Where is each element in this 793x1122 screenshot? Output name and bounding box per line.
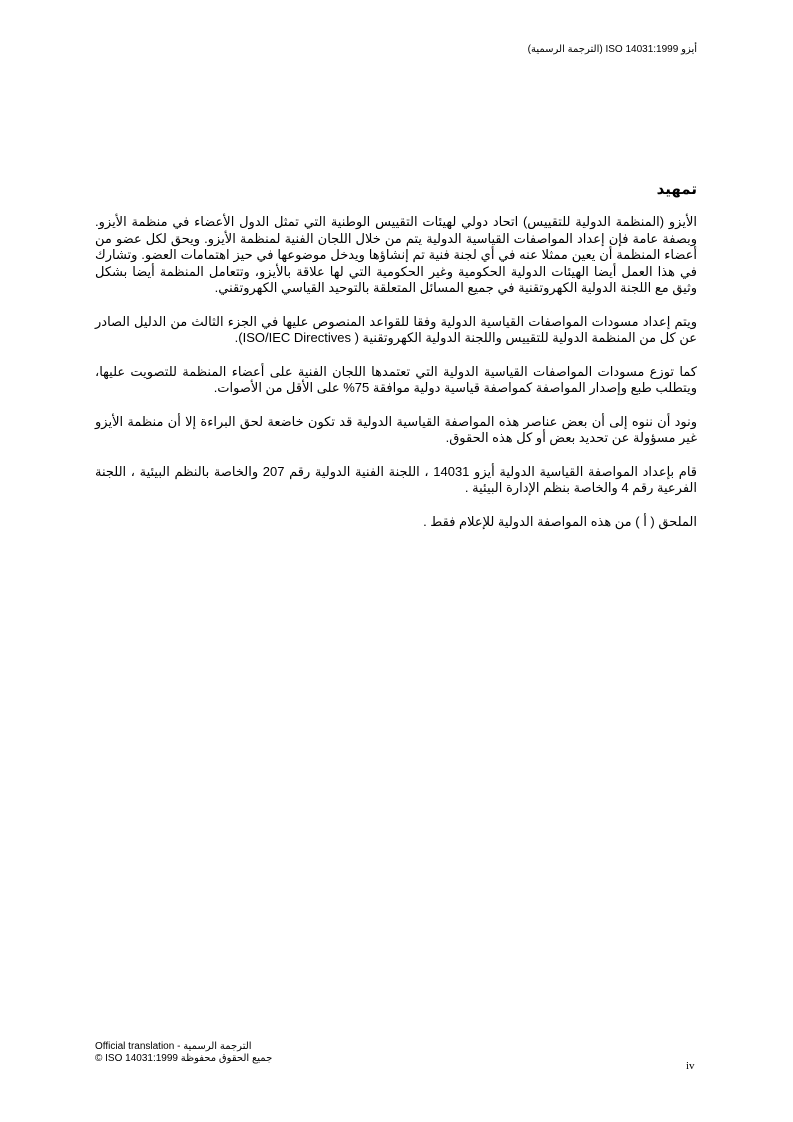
paragraph-patent: ونود أن ننوه إلى أن بعض عناصر هذه المواصفة القياسية الدولية قد تكون خاضعة لحق البراءة إلا أن منظمة الأيزو غير مسؤولة عن تحديد بعض أو كل هذه الحقوق. bbox=[95, 413, 697, 445]
footer-copyright-line: © ISO 14031:1999 جميع الحقوق محفوظة bbox=[95, 1053, 273, 1064]
paragraph-annex: الملحق ( أ ) من هذه المواصفة الدولية للإعلام فقط . bbox=[423, 513, 697, 529]
page-title: تمهيد bbox=[656, 181, 697, 198]
body-text bbox=[95, 214, 697, 547]
running-header: أيزو ISO 14031:1999 (الترجمة الرسمية) bbox=[527, 44, 697, 55]
paragraph-directives: ويتم إعداد مسودات المواصفات القياسية الدولية وفقا للقواعد المنصوص عليها في الجزء الثالث من الدليل الصادر عن كل من المنظمة الدولية للتقييس واللجنة الدولية الكهروتقنية ( ISO/IEC Directives). bbox=[95, 313, 697, 345]
footer-copyright bbox=[95, 1041, 272, 1065]
footer-translation-note: Official translation - الترجمة الرسمية bbox=[95, 1041, 252, 1052]
paragraph-intro: الأيزو (المنظمة الدولية للتقييس) اتحاد دولي لهيئات التقييس الوطنية التي تمثل الدول الأعضاء في منظمة الأيزو. وبصفة عامة فإن إعداد المواصفات القياسية الدولية يتم من خلال اللجان الفنية لمنظمة الأيزو. ويحق لكل عضو من أعضاء المنظمة أن يعين ممثلا عنه في أي لجنة فنية تم إنشاؤها ويدخل موضوعها في حيز اهتمامات العضو. وتشارك في هذا العمل أيضا الهيئات الدولية الحكومية وغير الحكومية التي لها علاقة بالأيزو، وتتعامل المنظمة أيضا بشكل وثيق مع اللجنة الدولية الكهروتقنية في جميع المسائل المتعلقة بالتوحيد القياسي الكهروتقني. bbox=[95, 214, 697, 295]
paragraph-committee: قام بإعداد المواصفة القياسية الدولية أيزو 14031 ، اللجنة الفنية الدولية رقم 207 والخاصة بالنظم البيئية ، اللجنة الفرعية رقم 4 والخاصة بنظم الإدارة البيئية . bbox=[95, 463, 698, 495]
paragraph-voting: كما توزع مسودات المواصفات القياسية الدولية التي تعتمدها اللجان الفنية على أعضاء المنظمة للتصويت عليها، ويتطلب طبع وإصدار المواصفة كمواصفة قياسية دولية موافقة 75% على الأقل من الأصوات. bbox=[95, 363, 697, 395]
page-number: iv bbox=[686, 1060, 695, 1072]
